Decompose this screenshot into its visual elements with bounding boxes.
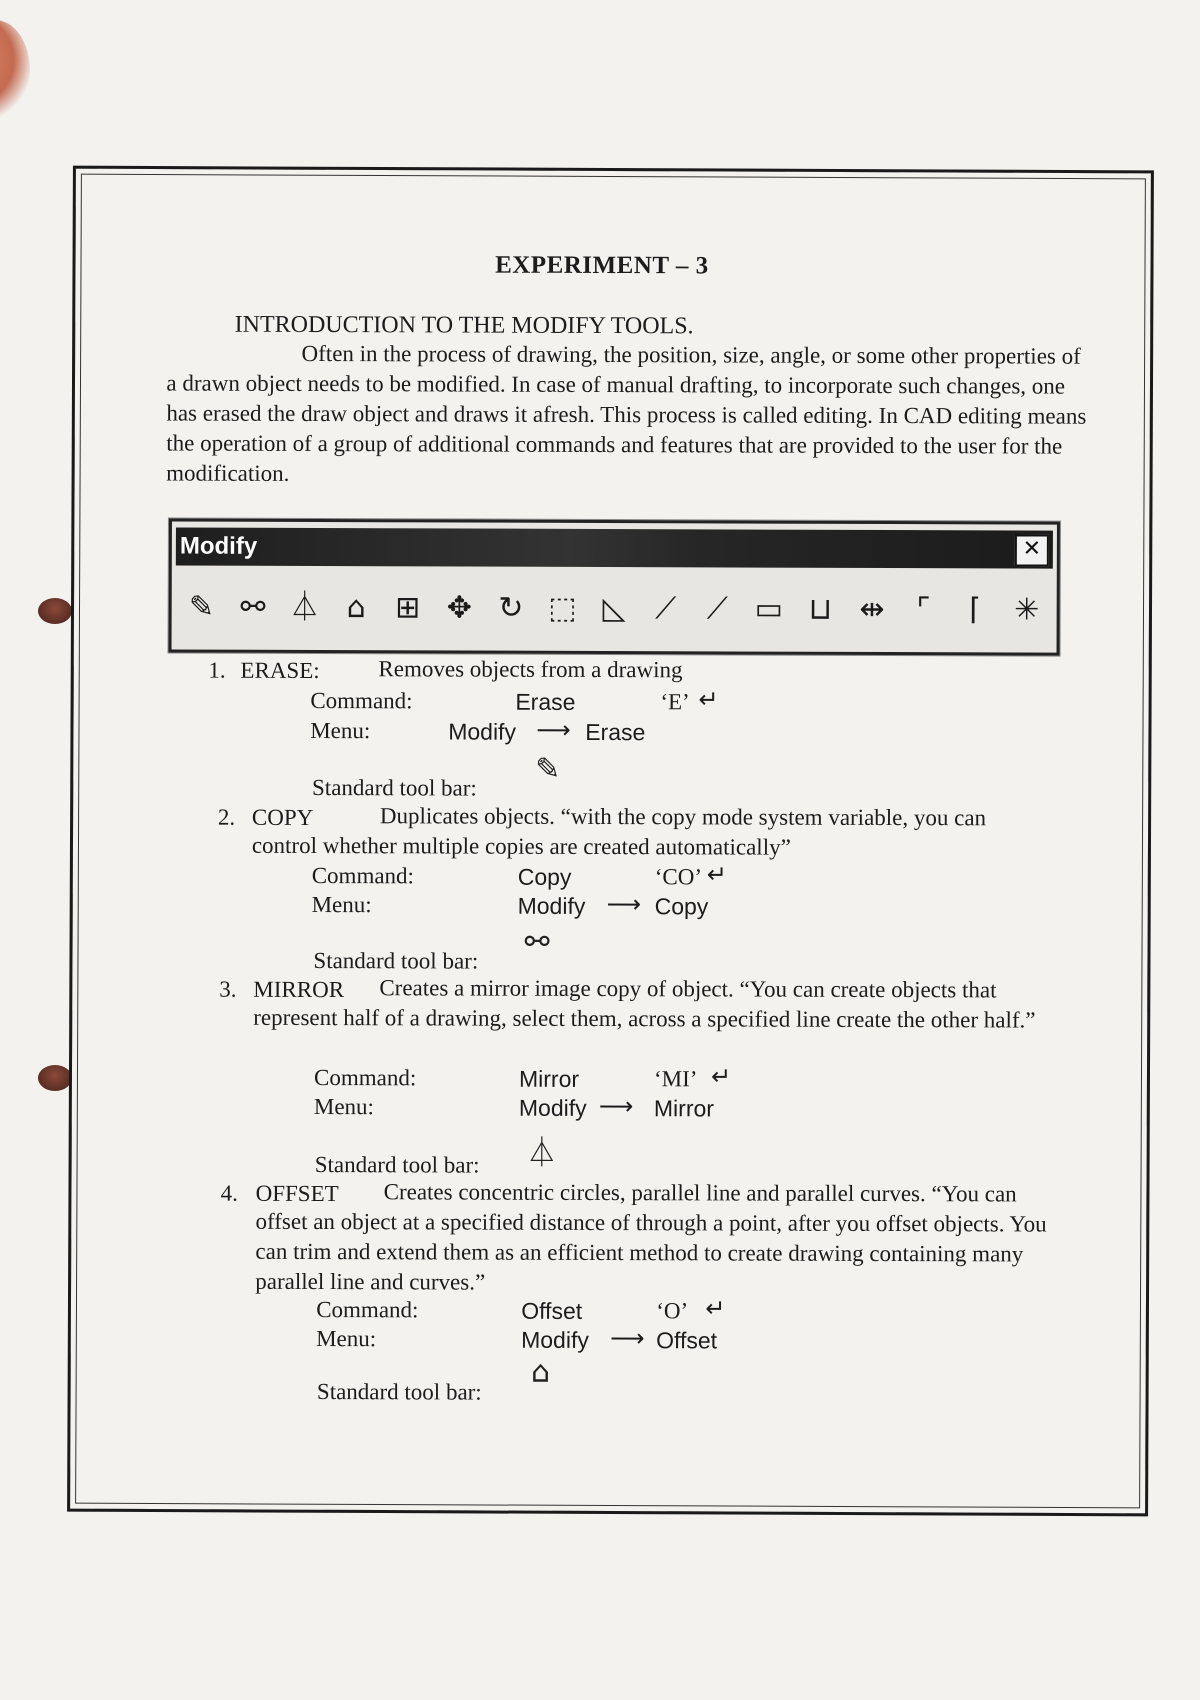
shortcut: ‘CO’ <box>654 864 703 890</box>
arrow-right-icon: ⟶ <box>598 1091 634 1121</box>
menu-parent: Modify <box>517 892 586 919</box>
menu-parent: Modify <box>518 1094 587 1121</box>
menu-label: Menu: <box>316 1326 377 1352</box>
item-name: COPY <box>251 804 314 830</box>
intro-heading: INTRODUCTION TO THE MODIFY TOOLS. <box>234 311 694 340</box>
experiment-title: EXPERIMENT – 3 <box>495 251 709 280</box>
menu-label: Menu: <box>311 891 372 918</box>
item-description: Duplicates objects. “with the copy mode system variable, you can control whether multiple copies are created automatically” <box>251 803 987 860</box>
toolbar-label: Standard tool bar: <box>316 1379 482 1405</box>
toolbar-label: Standard tool bar: <box>311 774 477 801</box>
item-name: MIRROR <box>253 976 345 1003</box>
offset-icon[interactable]: ⌂ <box>346 590 366 626</box>
modify-toolbar <box>169 518 1060 655</box>
enter-arrow-icon: ↵ <box>698 685 719 714</box>
command-label: Command: <box>311 862 415 889</box>
arrow-right-icon: ⟶ <box>606 890 642 919</box>
close-icon[interactable]: ✕ <box>1015 534 1049 566</box>
item-name: ERASE: <box>240 657 320 684</box>
command-value: Copy <box>517 863 572 890</box>
item-number: 4. <box>220 1180 238 1206</box>
arrow-right-icon: ⟶ <box>610 1324 645 1353</box>
stretch-icon[interactable]: ◺ <box>602 591 626 627</box>
rotate-icon[interactable]: ↻ <box>498 590 524 626</box>
item-number: 1. <box>208 657 226 683</box>
mirror-icon: ⏃ <box>526 1135 557 1171</box>
menu-child: Mirror <box>653 1095 715 1122</box>
shortcut: ‘O’ <box>656 1298 689 1324</box>
extend-icon[interactable]: ⟋ <box>706 591 728 627</box>
menu-parent: Modify <box>521 1326 589 1353</box>
toolbar-title: Modify <box>179 532 258 560</box>
move-icon[interactable]: ✥ <box>446 590 472 626</box>
command-label: Command: <box>313 1065 417 1091</box>
enter-arrow-icon: ↵ <box>710 1062 732 1091</box>
toolbar-title-bar <box>176 528 1053 569</box>
menu-label: Menu: <box>310 717 371 744</box>
toolbar-label: Standard tool bar: <box>314 1152 480 1178</box>
fillet-icon[interactable]: ⌈ <box>969 592 982 628</box>
toolbar-label: Standard tool bar: <box>313 948 479 974</box>
command-label: Command: <box>310 687 413 714</box>
enter-arrow-icon: ↵ <box>705 1294 726 1323</box>
menu-child: Erase <box>585 718 646 746</box>
explode-icon[interactable]: ✳ <box>1014 592 1040 628</box>
copy-icon: ⚯ <box>524 924 550 960</box>
item-description: Creates a mirror image copy of object. “You can create objects that represent half of a drawing, select them, across a specified line create the other half.” <box>253 975 1036 1033</box>
item-name: OFFSET <box>255 1180 339 1207</box>
shortcut: ‘E’ <box>660 689 690 715</box>
toolbar-icon-row <box>176 578 1053 641</box>
break-point-icon[interactable]: ▭ <box>754 591 784 627</box>
erase-icon: ✎ <box>535 751 561 787</box>
arrow-right-icon: ⟶ <box>536 715 571 744</box>
chamfer-icon[interactable]: ⌜ <box>916 592 931 628</box>
item-number: 2. <box>217 804 236 830</box>
command-value: Offset <box>521 1297 583 1324</box>
command-label: Command: <box>316 1297 419 1323</box>
menu-parent: Modify <box>448 718 517 745</box>
erase-icon[interactable]: ✎ <box>188 589 215 625</box>
intro-paragraph: Often in the process of drawing, the position, size, angle, or some other properties of a drawn object needs to be modified. In case of manual drafting, to incorporate such changes, one has erased the draw object and draws it afresh. This process is called editing. In CAD editing means the operation of a group of additional commands and features that are provided to the user for the modification. <box>166 340 1087 486</box>
item-description: Removes objects from a drawing <box>378 656 683 683</box>
command-value: Mirror <box>518 1065 580 1092</box>
offset-icon: ⌂ <box>530 1354 551 1390</box>
item-number: 3. <box>219 976 237 1002</box>
mirror-icon[interactable]: ⏃ <box>289 589 320 626</box>
array-icon[interactable]: ⊞ <box>395 590 421 626</box>
copy-icon[interactable]: ⚯ <box>240 589 266 625</box>
trim-icon[interactable]: ⟋ <box>655 591 677 627</box>
menu-child: Offset <box>656 1327 718 1354</box>
command-value: Erase <box>515 688 576 715</box>
scale-icon[interactable]: ⬚ <box>548 590 577 626</box>
menu-label: Menu: <box>313 1094 375 1120</box>
menu-child: Copy <box>654 893 709 920</box>
enter-arrow-icon: ↵ <box>706 860 727 889</box>
join-icon[interactable]: ⇹ <box>859 591 885 627</box>
break-icon[interactable]: ⊔ <box>808 591 833 627</box>
shortcut: ‘MI’ <box>653 1066 698 1092</box>
item-description: Creates concentric circles, parallel line and parallel curves. “You can offset an object at a specified distance of through a point, after you offset objects. You can trim and extend them as an efficient method to create drawing containing many parallel line and curves.” <box>255 1179 1047 1295</box>
